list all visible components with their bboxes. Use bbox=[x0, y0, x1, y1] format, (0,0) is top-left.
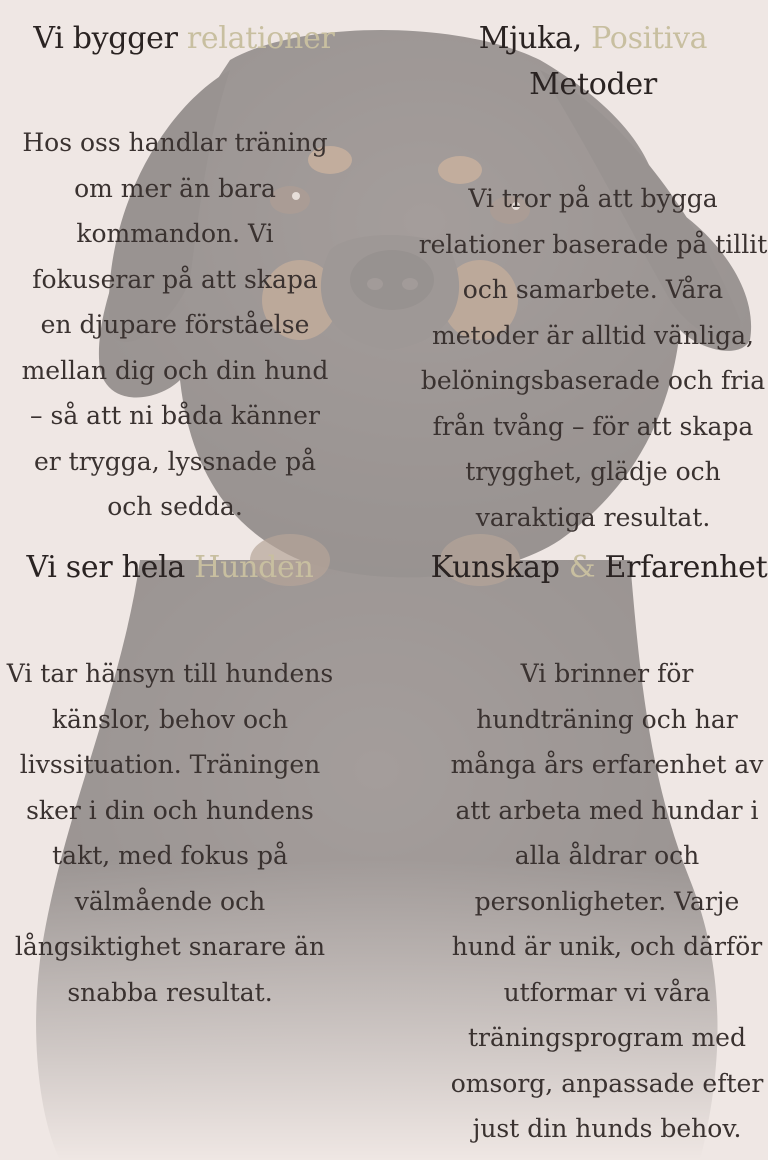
title-main: Kunskap bbox=[430, 550, 560, 585]
title-main: Vi bygger bbox=[33, 21, 178, 56]
title-accent: & bbox=[568, 550, 596, 585]
panel-knowledge bbox=[418, 545, 768, 1152]
title-main: Mjuka, bbox=[478, 21, 582, 56]
panel-title bbox=[0, 545, 340, 591]
panel-body: Vi brinner för hundträning och har många års erfarenhet av att arbeta med hundar i alla åldrar och personligheter. Varje hund är unik, och därför utformar vi våra träningsprogram med omsorg, anpassade efter just din hunds behov. bbox=[450, 659, 764, 1143]
title-accent: Positiva bbox=[591, 21, 708, 56]
title-main: Vi ser hela bbox=[26, 550, 185, 585]
panel-body: Hos oss handlar träning om mer än bara kommandon. Vi fokuserar på att skapa en djupare förståelse mellan dig och din hund – så att ni båda känner er trygga, lyssnade på och sedda. bbox=[21, 128, 329, 521]
title-accent: Hunden bbox=[194, 550, 314, 585]
title-accent: relationer bbox=[186, 21, 335, 56]
panel-body: Vi tror på att bygga relationer baserade på tillit och samarbete. Våra metoder är alltid vänliga, belöningsbaserade och fria från tvång – för att skapa trygghet, glädje och varaktiga resultat. bbox=[418, 184, 768, 532]
panel-methods bbox=[418, 16, 768, 540]
panel-title bbox=[418, 545, 768, 591]
panel-title bbox=[418, 16, 768, 108]
panel-whole-dog bbox=[0, 545, 340, 1015]
title-end: Erfarenhet bbox=[604, 550, 768, 585]
title-line2: Metoder bbox=[529, 67, 657, 102]
panel-relationships bbox=[0, 16, 350, 530]
panel-body: Vi tar hänsyn till hundens känslor, behov och livssituation. Träningen sker i din och hundens takt, med fokus på välmående och långsiktighet snarare än snabba resultat. bbox=[6, 659, 334, 1007]
panel-title bbox=[0, 16, 368, 62]
